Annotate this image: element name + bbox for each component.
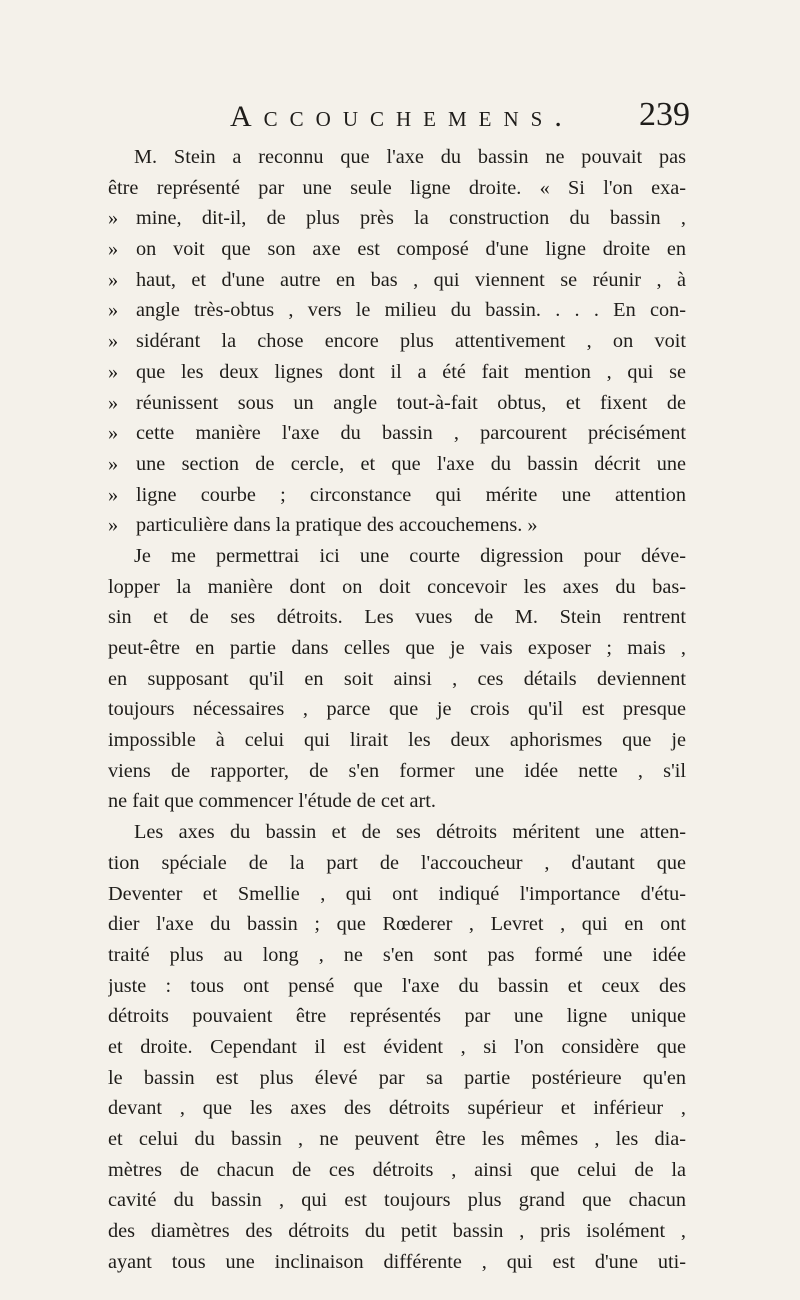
running-head	[150, 96, 690, 140]
text-line: mètres de chacun de ces détroits , ainsi que celui de la	[108, 1158, 686, 1181]
text-line: dier l'axe du bassin ; que Rœderer , Levret , qui en ont	[108, 913, 686, 936]
text-line: impossible à celui qui lirait les deux aphorismes que je	[108, 729, 686, 752]
running-title: Accouchemens.	[230, 100, 574, 133]
text-line: devant , que les axes des détroits supérieur et inférieur ,	[108, 1097, 686, 1120]
text-line: sin et de ses détroits. Les vues de M. Stein rentrent	[108, 606, 686, 629]
text-line: ne fait que commencer l'étude de cet art.	[108, 790, 436, 813]
page-number: 239	[639, 96, 690, 133]
text-line: toujours nécessaires , parce que je crois qu'il est presque	[108, 698, 686, 721]
text-line: détroits pouvaient être représentés par une ligne unique	[108, 1005, 686, 1028]
text-line: » haut, et d'une autre en bas , qui viennent se réunir , à	[108, 265, 686, 296]
text-line: des diamètres des détroits du petit bassin , pris isolément ,	[108, 1220, 686, 1243]
text-line: » particulière dans la pratique des accouchemens. »	[108, 510, 686, 541]
text-line: » on voit que son axe est composé d'une ligne droite en	[108, 234, 686, 265]
text-line: en supposant qu'il en soit ainsi , ces détails deviennent	[108, 667, 686, 690]
text-line: et celui du bassin , ne peuvent être les mêmes , les dia-	[108, 1128, 686, 1150]
text-line: tion spéciale de la part de l'accoucheur , d'autant que	[108, 851, 686, 874]
text-line: le bassin est plus élevé par sa partie postérieure qu'en	[108, 1066, 686, 1089]
text-line: juste : tous ont pensé que l'axe du bassin et ceux des	[108, 974, 686, 997]
text-line: Les axes du bassin et de ses détroits méritent une atten-	[134, 821, 686, 844]
text-line: » réunissent sous un angle tout-à-fait obtus, et fixent de	[108, 388, 686, 419]
text-line: Je me permettrai ici une courte digression pour déve-	[134, 544, 686, 567]
text-line: viens de rapporter, de s'en former une idée nette , s'il	[108, 759, 686, 782]
text-line: » sidérant la chose encore plus attentivement , on voit	[108, 326, 686, 357]
text-line: » une section de cercle, et que l'axe du bassin décrit une	[108, 449, 686, 480]
text-line: ayant tous une inclinaison différente , qui est d'une uti-	[108, 1250, 686, 1273]
text-line: traité plus au long , ne s'en sont pas formé une idée	[108, 943, 686, 966]
text-line: et droite. Cependant il est évident , si l'on considère que	[108, 1035, 686, 1058]
body-text	[108, 142, 686, 1277]
text-line: » cette manière l'axe du bassin , parcourent précisément	[108, 418, 686, 449]
text-line: » angle très-obtus , vers le milieu du bassin. . . . En con-	[108, 295, 686, 326]
text-line: » ligne courbe ; circonstance qui mérite une attention	[108, 480, 686, 511]
text-line: lopper la manière dont on doit concevoir les axes du bas-	[108, 575, 686, 598]
text-line: » que les deux lignes dont il a été fait mention , qui se	[108, 357, 686, 388]
text-line: M. Stein a reconnu que l'axe du bassin ne pouvait pas	[134, 146, 686, 168]
text-line: Deventer et Smellie , qui ont indiqué l'importance d'étu-	[108, 882, 686, 905]
text-line: peut-être en partie dans celles que je vais exposer ; mais ,	[108, 637, 686, 659]
text-line: être représenté par une seule ligne droite. « Si l'on exa-	[108, 176, 686, 199]
text-line: cavité du bassin , qui est toujours plus grand que chacun	[108, 1189, 686, 1212]
text-line: » mine, dit-il, de plus près la construction du bassin ,	[108, 203, 686, 234]
